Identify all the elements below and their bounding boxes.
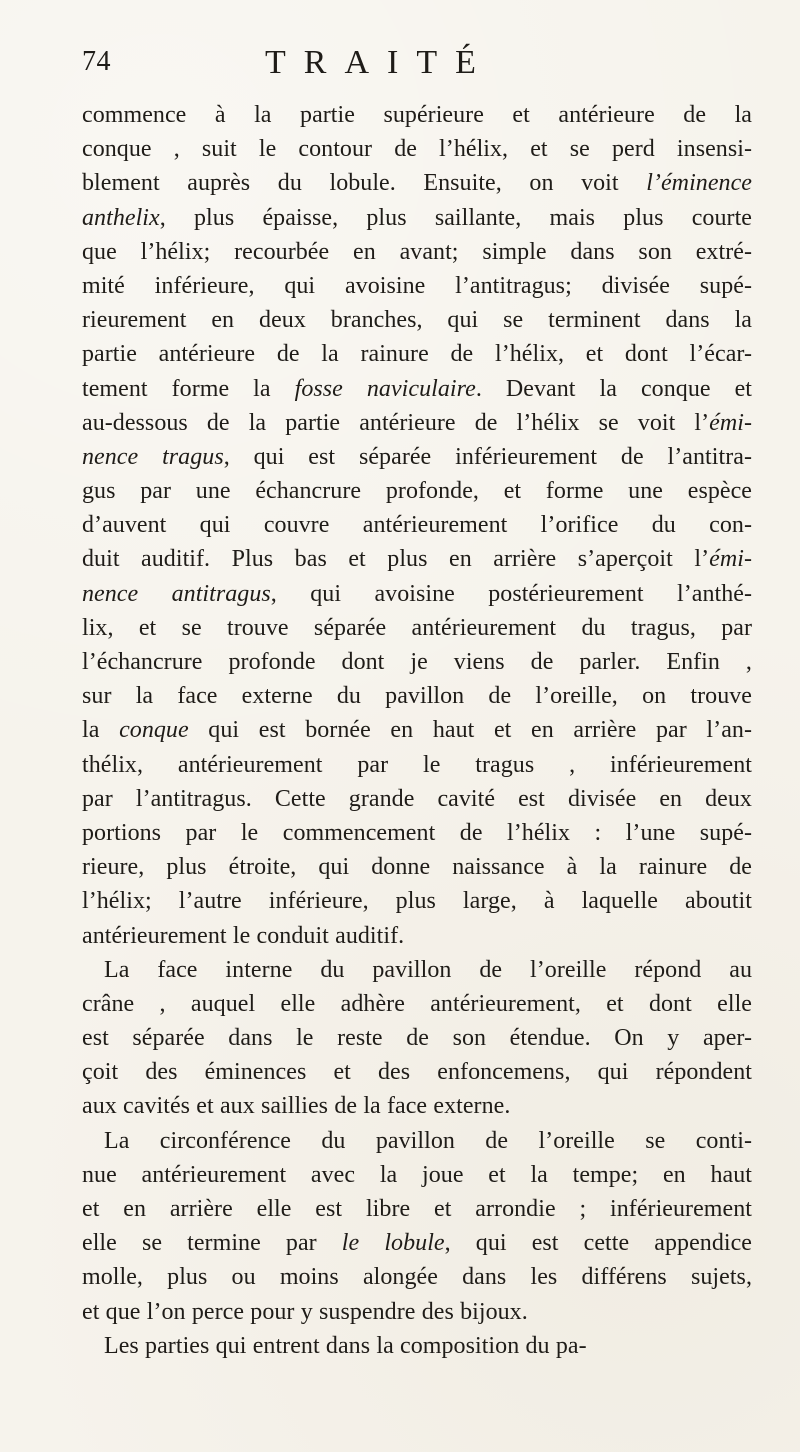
italic-text-segment: nence tragus xyxy=(82,443,224,470)
text-segment: aux cavités et aux saillies de la face externe. xyxy=(82,1093,511,1120)
text-segment: conque , suit le contour de l’hélix, et se perd insensi- xyxy=(82,136,752,163)
text-line xyxy=(82,850,752,884)
text-segment: La circonférence du pavillon de l’oreille se conti- xyxy=(104,1127,752,1154)
text-line xyxy=(82,748,752,782)
text-segment: Les parties qui entrent dans la composition du pa- xyxy=(104,1332,587,1359)
text-line xyxy=(82,303,752,337)
text-segment: , qui avoisine postérieurement l’anthé- xyxy=(270,580,753,607)
text-segment: blement auprès du lobule. Ensuite, on voit xyxy=(82,170,647,197)
text-line xyxy=(82,337,752,371)
text-line xyxy=(82,782,752,816)
text-line xyxy=(82,1329,752,1363)
text-segment: l’hélix; l’autre inférieure, plus large, à laquelle aboutit xyxy=(82,888,752,915)
italic-text-segment: fosse naviculaire xyxy=(294,375,476,402)
text-segment: et en arrière elle est libre et arrondie ; inférieurement xyxy=(82,1196,752,1222)
text-line xyxy=(82,1192,752,1226)
text-segment: mité inférieure, qui avoisine l’antitragus; divisée supé- xyxy=(82,272,752,299)
text-line xyxy=(82,166,752,200)
text-segment: çoit des éminences et des enfoncemens, qui répondent xyxy=(82,1059,752,1086)
text-segment: , plus épaisse, plus saillante, mais plus courte xyxy=(159,204,752,231)
text-line xyxy=(82,1055,752,1089)
text-segment: et que l’on perce pour y suspendre des bijoux. xyxy=(82,1298,528,1325)
text-line xyxy=(82,1124,752,1158)
text-segment: portions par le commencement de l’hélix : l’une supé- xyxy=(82,819,752,846)
text-line xyxy=(82,987,752,1021)
text-line xyxy=(82,1021,752,1055)
text-segment: commence à la partie supérieure et antérieure de la xyxy=(82,102,752,128)
text-line xyxy=(82,1295,752,1329)
text-segment: qui est bornée en haut et en arrière par l’an- xyxy=(188,717,752,744)
text-segment: molle, plus ou moins alongée dans les différens sujets, xyxy=(82,1264,752,1291)
text-line xyxy=(82,406,752,440)
text-segment: La face interne du pavillon de l’oreille répond au xyxy=(104,956,752,983)
text-line xyxy=(82,235,752,269)
text-line xyxy=(82,679,752,713)
text-segment: nue antérieurement avec la joue et la tempe; en haut xyxy=(82,1161,752,1188)
italic-text-segment: émi- xyxy=(709,409,752,436)
text-segment: partie antérieure de la rainure de l’hélix, et dont l’écar- xyxy=(82,341,752,368)
text-line xyxy=(82,611,752,645)
text-segment: . Devant la conque et xyxy=(475,375,752,402)
text-line xyxy=(82,577,752,611)
text-line xyxy=(82,440,752,474)
text-line xyxy=(82,816,752,850)
italic-text-segment: anthelix xyxy=(82,204,160,231)
running-title: TRAITÉ xyxy=(265,44,494,81)
text-segment: est séparée dans le reste de son étendue. On y aper- xyxy=(82,1025,752,1052)
text-segment: antérieurement le conduit auditif. xyxy=(82,922,405,949)
text-line xyxy=(82,201,752,235)
text-line xyxy=(82,713,752,747)
text-segment: que l’hélix; recourbée en avant; simple dans son extré- xyxy=(82,238,752,265)
text-segment: d’auvent qui couvre antérieurement l’orifice du con- xyxy=(82,512,752,539)
text-line xyxy=(82,1260,752,1294)
text-line xyxy=(82,884,752,918)
italic-text-segment: conque xyxy=(119,717,189,744)
text-segment: l’échancrure profonde dont je viens de parler. Enfin , xyxy=(82,649,752,675)
text-segment: crâne , auquel elle adhère antérieurement, et dont elle xyxy=(82,990,752,1017)
italic-text-segment: l’éminence xyxy=(646,170,752,197)
text-line xyxy=(82,269,752,303)
text-line xyxy=(82,508,752,542)
text-segment: sur la face externe du pavillon de l’oreille, on trouve xyxy=(82,683,752,710)
text-line xyxy=(82,542,752,576)
text-segment: , qui est cette appendice xyxy=(444,1230,752,1257)
text-line xyxy=(82,372,752,406)
text-line xyxy=(82,645,752,679)
text-segment: la xyxy=(82,717,120,744)
text-line xyxy=(82,474,752,508)
text-segment: , qui est séparée inférieurement de l’antitra- xyxy=(223,443,752,470)
text-segment: duit auditif. Plus bas et plus en arrière s’aperçoit l’ xyxy=(82,546,710,573)
italic-text-segment: le lobule xyxy=(341,1230,445,1257)
text-line xyxy=(82,919,752,953)
text-segment: gus par une échancrure profonde, et forme une espèce xyxy=(82,478,752,505)
text-segment: au-dessous de la partie antérieure de l’hélix se voit l’ xyxy=(82,409,710,436)
text-segment: thélix, antérieurement par le tragus , inférieurement xyxy=(82,751,752,778)
text-line xyxy=(82,132,752,166)
text-segment: tement forme la xyxy=(82,375,295,402)
text-segment: rieure, plus étroite, qui donne naissance à la rainure de xyxy=(82,854,752,881)
page-header xyxy=(40,44,760,84)
text-line xyxy=(82,1226,752,1260)
italic-text-segment: nence antitragus xyxy=(82,580,271,607)
text-segment: lix, et se trouve séparée antérieurement du tragus, par xyxy=(82,614,752,641)
text-line xyxy=(82,953,752,987)
body-text xyxy=(82,98,752,1363)
text-line xyxy=(82,1089,752,1123)
text-segment: rieurement en deux branches, qui se terminent dans la xyxy=(82,307,752,334)
text-line xyxy=(82,98,752,132)
text-segment: elle se termine par xyxy=(82,1230,342,1257)
text-segment: par l’antitragus. Cette grande cavité est divisée en deux xyxy=(82,785,752,812)
text-line xyxy=(82,1158,752,1192)
italic-text-segment: émi- xyxy=(709,546,752,573)
page-number: 74 xyxy=(82,46,111,77)
